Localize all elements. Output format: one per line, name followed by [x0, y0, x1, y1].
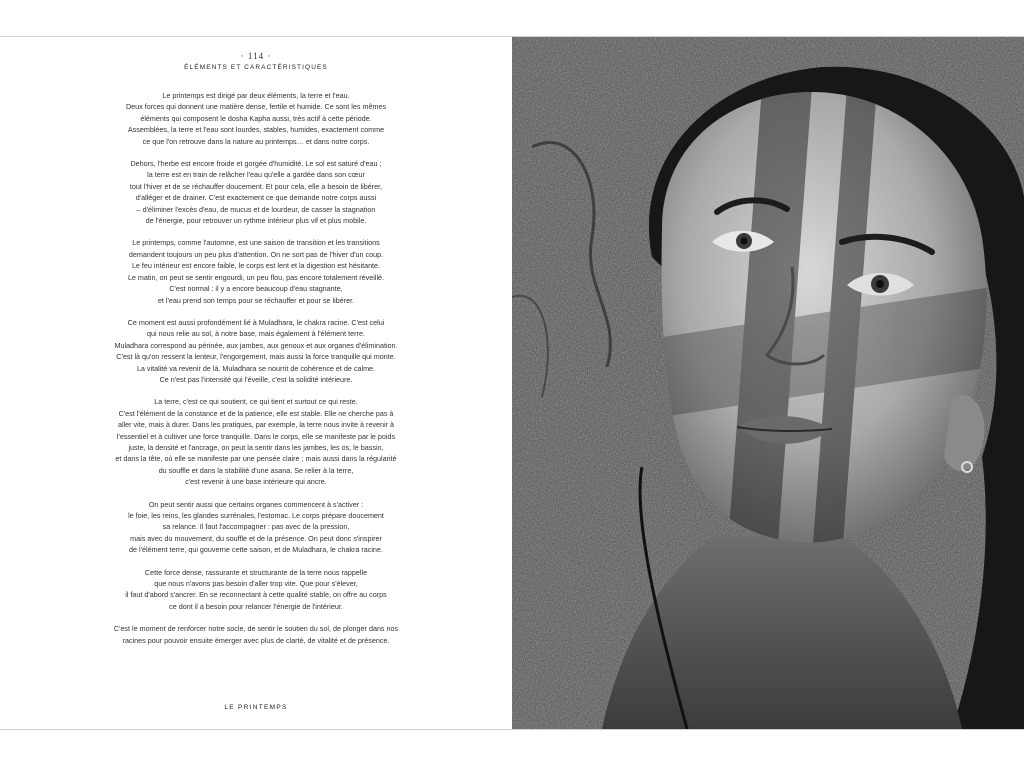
text-line: Le printemps est dirigé par deux éléments, la terre et l'eau. [162, 91, 350, 100]
text-line: qui nous relie au sol, à notre base, mais également à l'élément terre. [147, 329, 365, 339]
book-spread [0, 36, 1024, 730]
paragraph [70, 90, 442, 147]
text-line: Ce n'est pas l'intensité qui l'éveille, c'est la solidité intérieure. [159, 374, 353, 384]
text-line: C'est l'élément de la constance et de la patience, elle est stable. Elle ne cherche pas à [118, 408, 394, 418]
paragraph [70, 158, 442, 226]
text-line: Le printemps, comme l'automne, est une saison de transition et les transitions [132, 238, 380, 248]
text-line: c'est revenir à une base intérieure qui ancre. [185, 477, 327, 487]
text-line: Ce moment est aussi profondément lié à Muladhara, le chakra racine. C'est celui [127, 317, 385, 327]
text-line: aller vite, mais à durer. Dans les pratiques, par exemple, la terre nous invite à revenir à [117, 420, 395, 430]
text-line: On peut sentir aussi que certains organes commencent à s'activer : [148, 499, 364, 509]
body-text [70, 90, 442, 657]
page-number: · 114 · [240, 51, 272, 61]
text-line: Le feu intérieur est encore faible, le corps est lent et la digestion est hésitante. [131, 261, 381, 271]
text-line: l'essentiel et à cultiver une force tranquille. Dans le corps, elle se manifeste par le poids [116, 431, 396, 441]
text-line: de l'élément terre, qui gouverne cette saison, et de Muladhara, le chakra racine. [129, 545, 383, 555]
text-line: racines pour pouvoir ensuite émerger avec plus de clarté, de vitalité et de présence. [122, 635, 390, 645]
text-line: C'est normal : il y a encore beaucoup d'eau stagnante, [169, 284, 343, 294]
text-line: Le matin, on peut se sentir engourdi, un peu flou, pas encore totalement réveillé. [127, 272, 385, 282]
portrait-photo [512, 37, 1024, 729]
text-line: Assemblées, la terre et l'eau sont lourdes, stables, humides, exactement comme [127, 125, 385, 135]
text-line: Muladhara correspond au périnée, aux jambes, aux genoux et aux organes d'élimination. [114, 340, 398, 350]
text-line: et dans la tête, où elle se manifeste par une pensée claire ; mais aussi dans la régularité [115, 454, 397, 464]
text-line: d'alléger et de drainer. C'est exactement ce que demande notre corps aussi [135, 193, 377, 203]
text-line: La vitalité va revenir de là. Muladhara se nourrit de cohérence et de calme. [136, 363, 376, 373]
section-title: ÉLÉMENTS ET CARACTÉRISTIQUES [184, 64, 328, 71]
text-line: La terre, c'est ce qui soutient, ce qui tient et surtout ce qui reste. [154, 397, 358, 407]
paragraph [70, 317, 442, 385]
photo-page [512, 37, 1024, 729]
text-line: C'est le moment de renforcer notre socle, de sentir le soutien du sol, de plonger dans nos [113, 624, 399, 634]
text-line: il faut d'abord s'ancrer. En se reconnectant à cette qualité stable, on offre au corps [125, 590, 387, 600]
running-footer: LE PRINTEMPS [224, 704, 288, 711]
paragraph [70, 396, 442, 487]
paragraph [70, 499, 442, 556]
text-line: du souffle et dans la stabilité d'une asana. Se relier à la terre, [158, 465, 354, 475]
text-line: de l'énergie, pour retrouver un rythme intérieur plus vif et plus mobile. [145, 216, 367, 226]
text-line: tout l'hiver et de se réchauffer doucement. Et pour cela, elle a besoin de libérer, [129, 181, 383, 191]
paragraph [70, 623, 442, 646]
paragraph [70, 567, 442, 613]
paragraph [70, 237, 442, 305]
text-line: que nous n'avons pas besoin d'aller trop vite. Que pour s'élever, [154, 579, 358, 589]
text-line: Dehors, l'herbe est encore froide et gorgée d'humidité. Le sol est saturé d'eau ; [130, 159, 382, 169]
text-line: la terre est en train de relâcher l'eau qu'elle a gardée dans son cœur [147, 170, 365, 180]
text-line: ce que l'on retrouve dans la nature au printemps… et dans notre corps. [142, 136, 370, 146]
text-line: mais avec du mouvement, du souffle et de la présence. On peut donc s'inspirer [130, 533, 382, 543]
text-line: Cette force dense, rassurante et structurante de la terre nous rappelle [144, 567, 368, 577]
text-line: C'est là qu'on ressent la lenteur, l'engorgement, mais aussi la force tranquille qui monte. [116, 352, 396, 362]
text-line: éléments qui composent le dosha Kapha aussi, très actif à cette période. [140, 113, 372, 123]
text-line: ce dont il a besoin pour relancer l'énergie de l'intérieur. [169, 601, 343, 611]
text-line: le foie, les reins, les glandes surrénales, l'estomac. Le corps prépare doucement [128, 511, 384, 520]
text-line: demandent toujours un peu plus d'attention. On ne sort pas de l'hiver d'un coup. [128, 249, 384, 259]
text-line: Deux forces qui donnent une matière dense, fertile et humide. Ce sont les mêmes [125, 102, 387, 112]
text-line: sa relance. Il faut l'accompagner : pas avec de la pression, [162, 522, 350, 532]
text-line: juste, la densité et l'ancrage, on peut la sentir dans les jambes, les os, le bassin, [128, 442, 384, 452]
text-page [0, 37, 512, 729]
text-line: et l'eau prend son temps pour se réchauffer et pour se libérer. [157, 295, 355, 305]
text-line: – d'éliminer l'excès d'eau, de mucus et de lourdeur, de casser la stagnation [136, 204, 376, 214]
